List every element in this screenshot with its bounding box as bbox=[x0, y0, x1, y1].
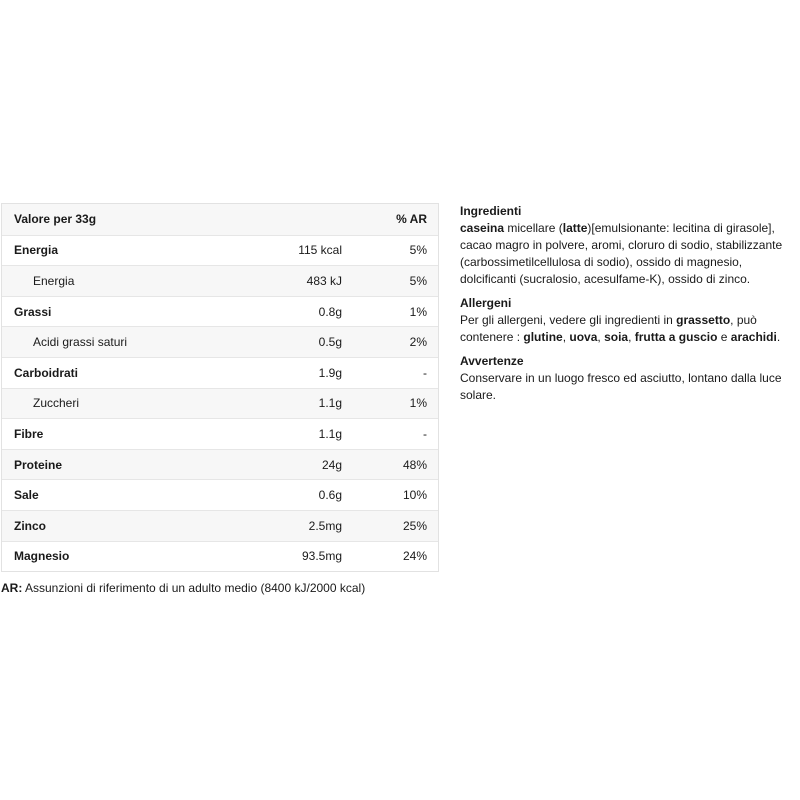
table-header-row bbox=[2, 204, 438, 235]
allergen-sep: e bbox=[717, 330, 731, 344]
table-row bbox=[2, 326, 438, 357]
row-value: 93.5mg bbox=[301, 549, 342, 564]
allergen-end: . bbox=[776, 330, 781, 344]
row-percent: 5% bbox=[409, 273, 427, 288]
warnings-text: Conservare in un luogo fresco ed asciutto, lontano dalla luce solare. bbox=[460, 371, 782, 402]
header-percent: % AR bbox=[396, 212, 427, 227]
allergens-heading: Allergeni bbox=[460, 296, 512, 310]
row-value: 1.1g bbox=[318, 396, 342, 411]
table-row bbox=[2, 418, 438, 449]
header-label: Valore per 33g bbox=[14, 212, 97, 227]
row-value: 483 kJ bbox=[306, 273, 342, 288]
row-value: 0.8g bbox=[318, 304, 342, 319]
row-percent: 48% bbox=[402, 457, 427, 472]
nutrition-table bbox=[1, 203, 439, 572]
row-percent: 1% bbox=[409, 304, 427, 319]
row-label: Energia bbox=[14, 243, 59, 258]
row-percent: 1% bbox=[409, 396, 427, 411]
allergens-section bbox=[460, 295, 795, 346]
row-label: Energia bbox=[33, 273, 75, 288]
table-row bbox=[2, 265, 438, 296]
row-value: 0.5g bbox=[318, 335, 342, 350]
row-label: Zinco bbox=[14, 518, 46, 533]
row-label: Magnesio bbox=[14, 549, 70, 564]
table-row bbox=[2, 479, 438, 510]
allergen-text: Per gli allergeni, vedere gli ingredienti in bbox=[460, 313, 677, 327]
row-percent: 25% bbox=[402, 518, 427, 533]
table-row bbox=[2, 541, 438, 572]
table-row bbox=[2, 235, 438, 266]
footnote-text: Assunzioni di riferimento di un adulto medio (8400 kJ/2000 kcal) bbox=[22, 581, 366, 595]
row-percent: 10% bbox=[402, 488, 427, 503]
allergen-item: glutine bbox=[523, 330, 563, 344]
allergen-bold: grassetto bbox=[676, 313, 731, 327]
row-label: Acidi grassi saturi bbox=[33, 335, 128, 350]
ingredient-text: )[emulsionante: lecitina di girasole], cacao magro in polvere, aromi, cloruro di sodio, stabilizzante (carbossimetilcellulosa di sodio), ossido di magnesio, dolcificanti (sucralosio, acesulfame-K), ossido di zinco. bbox=[460, 221, 783, 286]
row-label: Sale bbox=[14, 488, 39, 503]
row-percent: - bbox=[423, 426, 427, 441]
row-percent: - bbox=[423, 365, 427, 380]
ingredient-bold: caseina bbox=[460, 221, 505, 235]
allergen-sep: , bbox=[562, 330, 570, 344]
row-value: 0.6g bbox=[318, 488, 342, 503]
row-label: Zuccheri bbox=[33, 396, 80, 411]
row-percent: 5% bbox=[409, 243, 427, 258]
footnote-abbr: AR: bbox=[1, 581, 23, 595]
allergen-item: arachidi bbox=[730, 330, 777, 344]
row-percent: 24% bbox=[402, 549, 427, 564]
ingredient-text: micellare ( bbox=[504, 221, 563, 235]
warnings-heading: Avvertenze bbox=[460, 354, 524, 368]
table-row bbox=[2, 296, 438, 327]
row-label: Grassi bbox=[14, 304, 52, 319]
product-info bbox=[460, 203, 795, 411]
reference-intake-footnote bbox=[1, 581, 365, 595]
allergen-sep: , bbox=[628, 330, 635, 344]
warnings-section bbox=[460, 353, 795, 404]
row-value: 2.5mg bbox=[308, 518, 342, 533]
row-value: 24g bbox=[321, 457, 342, 472]
ingredients-text bbox=[460, 220, 795, 288]
table-row bbox=[2, 388, 438, 419]
table-row bbox=[2, 449, 438, 480]
allergens-text bbox=[460, 312, 795, 346]
ingredients-heading: Ingredienti bbox=[460, 204, 522, 218]
allergen-text: , può contenere : bbox=[460, 313, 757, 344]
row-percent: 2% bbox=[409, 335, 427, 350]
table-row bbox=[2, 357, 438, 388]
row-label: Carboidrati bbox=[14, 365, 79, 380]
ingredients-section bbox=[460, 203, 795, 288]
row-value: 1.9g bbox=[318, 365, 342, 380]
ingredient-bold: latte bbox=[562, 221, 588, 235]
allergen-item: soia bbox=[604, 330, 629, 344]
row-label: Proteine bbox=[14, 457, 63, 472]
row-value: 115 kcal bbox=[298, 243, 342, 258]
allergen-sep: , bbox=[597, 330, 605, 344]
allergen-item: uova bbox=[569, 330, 598, 344]
table-row bbox=[2, 510, 438, 541]
row-label: Fibre bbox=[14, 426, 44, 441]
allergen-item: frutta a guscio bbox=[634, 330, 718, 344]
row-value: 1.1g bbox=[318, 426, 342, 441]
